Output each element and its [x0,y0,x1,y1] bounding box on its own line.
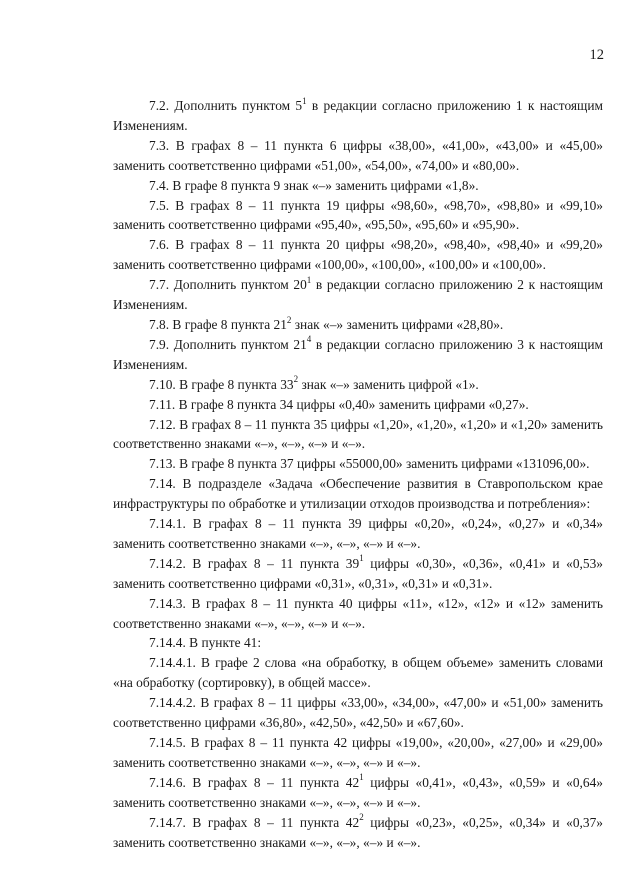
paragraph: 7.14.5. В графах 8 – 11 пункта 42 цифры «19,00», «20,00», «27,00» и «29,00» заменить соответственно знаками «–», «–», «–» и «–». [113,735,603,770]
paragraph: 7.9. Дополнить пунктом $21^4$ в редакции согласно приложению 3 к настоящим Изменениям. [113,334,604,372]
paragraph: 7.2. Дополнить пунктом $5^1$ в редакции согласно приложению 1 к настоящим Изменениям. [113,95,604,133]
paragraph: 7.14.4.1. В графе 2 слова «на обработку, в общем объеме» заменить словами «на обработку (сортировку), в общей массе». [113,655,603,691]
paragraph: 7.5. В графах 8 – 11 пункта 19 цифры «98,60», «98,70», «98,80» и «99,10» заменить соответственно цифрами «95,40», «95,50», «95,60» и «95,90». [113,197,603,233]
paragraph: 7.14.1. В графах 8 – 11 пункта 39 цифры «0,20», «0,24», «0,27» и «0,34» заменить соответственно знаками «–», «–», «–» и «–». [113,516,603,551]
paragraph: 7.13. В графе 8 пункта 37 цифры «55000,00» заменить цифрами «131096,00». [149,456,590,472]
paragraph: 7.14.6. В графах 8 – 11 пункта $42^1$ цифры «0,41», «0,43», «0,59» и «0,64» заменить соответственно знаками «–», «–», «–» и «–». [113,772,603,810]
paragraph: 7.6. В графах 8 – 11 пункта 20 цифры «98,20», «98,40», «98,40» и «99,20» заменить соответственно цифрами «100,00», «100,00», «100,00» и «100,00». [113,237,603,273]
page-number: 12 [589,47,604,63]
paragraph: 7.10. В графе 8 пункта $33^2$ знак «–» заменить цифрой «1». [149,374,479,392]
paragraph: 7.3. В графах 8 – 11 пункта 6 цифры «38,00», «41,00», «43,00» и «45,00» заменить соответственно цифрами «51,00», «54,00», «74,00» и «80,00». [113,137,603,173]
paragraph: 7.14.7. В графах 8 – 11 пункта $42^2$ цифры «0,23», «0,25», «0,34» и «0,37» заменить соответственно знаками «–», «–», «–» и «–». [113,812,603,850]
paragraph: 7.4. В графе 8 пункта 9 знак «–» заменить цифрами «1,8». [149,177,479,193]
paragraph: 7.14.3. В графах 8 – 11 пункта 40 цифры «11», «12», «12» и «12» заменить соответственно знаками «–», «–», «–» и «–». [113,595,603,631]
paragraph: 7.8. В графе 8 пункта $21^2$ знак «–» заменить цифрами «28,80». [149,314,504,332]
paragraph: 7.14.4. В пункте 41: [149,635,262,651]
document-body [113,96,603,852]
paragraph: 7.12. В графах 8 – 11 пункта 35 цифры «1,20», «1,20», «1,20» и «1,20» заменить соответственно знаками «–», «–», «–» и «–». [113,416,603,452]
paragraph: 7.14.4.2. В графах 8 – 11 цифры «33,00», «34,00», «47,00» и «51,00» заменить соответственно цифрами «36,80», «42,50», «42,50» и «67,60». [113,695,603,731]
paragraph: 7.14.2. В графах 8 – 11 пункта $39^1$ цифры «0,30», «0,36», «0,41» и «0,53» заменить соответственно цифрами «0,31», «0,31», «0,31» и «0,31». [113,553,603,591]
paragraph: 7.14. В подразделе «Задача «Обеспечение развития в Ставропольском крае инфраструктуры по обработке и утилизации отходов производства и потребления»: [113,476,603,512]
paragraph: 7.11. В графе 8 пункта 34 цифры «0,40» заменить цифрами «0,27». [149,396,529,412]
paragraph: 7.7. Дополнить пунктом $20^1$ в редакции согласно приложению 2 к настоящим Изменениям. [113,274,604,313]
